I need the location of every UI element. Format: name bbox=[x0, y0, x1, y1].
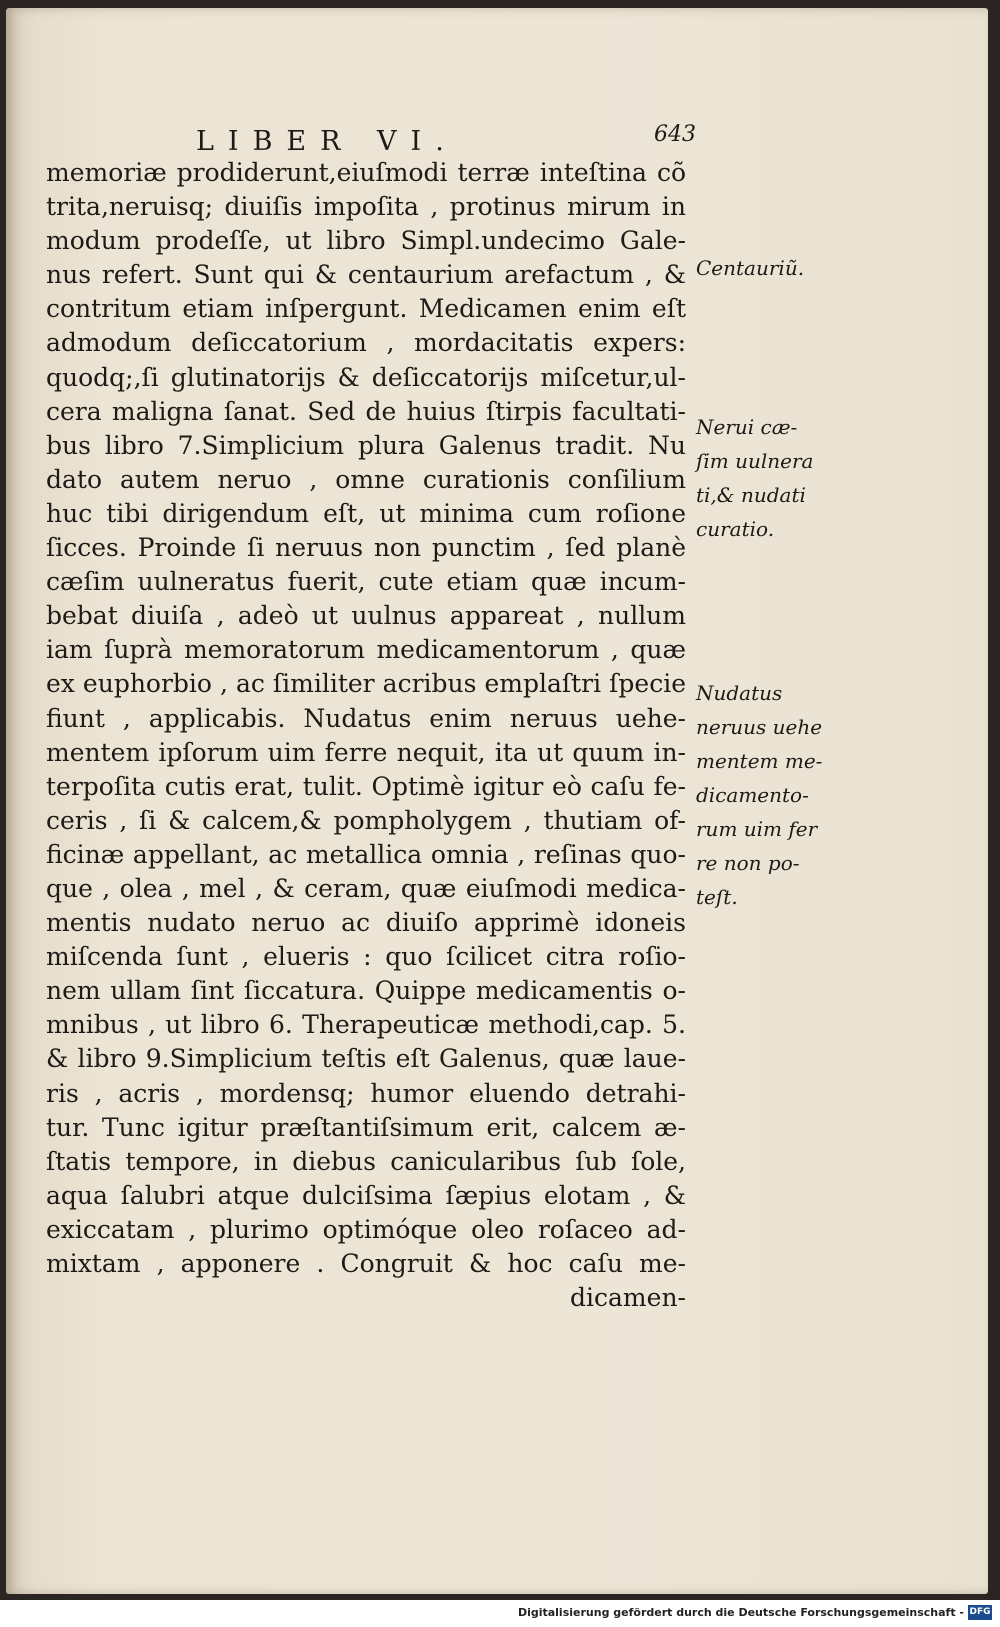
digitization-footer bbox=[0, 1600, 1000, 1627]
text-line: mnibus , ut libro 6. Therapeuticæ methodi,cap. 5. bbox=[46, 1010, 686, 1040]
text-line: ſicces. Proinde ſi neruus non punctim , ſed planè bbox=[46, 533, 686, 563]
margin-note-centaurium bbox=[696, 251, 836, 285]
margin-note-line: ti,& nudati bbox=[696, 483, 806, 507]
text-line: cera maligna ſanat. Sed de huius ſtirpis facultati- bbox=[46, 396, 686, 426]
text-line: dicamen- bbox=[570, 1283, 686, 1313]
margin-note-line: re non po- bbox=[696, 851, 800, 875]
margin-note-line: teſt. bbox=[696, 885, 738, 909]
margin-note-bare-nerve bbox=[696, 676, 836, 914]
running-title: LIBER VI. bbox=[196, 126, 458, 157]
margin-note-line: ſim uulnera bbox=[696, 449, 814, 473]
margin-note-line: mentem me- bbox=[696, 749, 823, 773]
margin-note-line: dicamento- bbox=[696, 783, 809, 807]
text-line: quodq;,ſi glutinatorijs & deſiccatorijs miſcetur,ul- bbox=[46, 362, 686, 392]
text-line: modum prodeſſe, ut libro Simpl.undecimo Gale- bbox=[46, 226, 686, 256]
text-line: miſcenda ſunt , elueris : quo ſcilicet citra roſio- bbox=[46, 942, 686, 972]
margin-note-line: Nerui cæ- bbox=[696, 415, 798, 439]
text-line: que , olea , mel , & ceram, quæ eiuſmodi medica- bbox=[46, 873, 686, 903]
page-header bbox=[196, 122, 696, 157]
text-line: aqua ſalubri atque dulciſsima ſæpius elotam , & bbox=[46, 1180, 686, 1210]
text-line: ex euphorbio , ac ſimiliter acribus emplaſtri ſpecie bbox=[46, 669, 686, 699]
funding-credit: Digitalisierung gefördert durch die Deutsche Forschungsgemeinschaft - bbox=[517, 1606, 964, 1619]
text-line: trita,neruisq; diuiſis impoſita , protinus mirum in bbox=[46, 192, 686, 222]
dfg-logo: DFG bbox=[968, 1605, 992, 1620]
text-line: mentis nudato neruo ac diuiſo apprimè idoneis bbox=[46, 908, 686, 938]
text-line: ceris , ſi & calcem,& pompholygem , thutiam of- bbox=[46, 805, 686, 835]
text-line: bus libro 7.Simplicium plura Galenus tradit. Nu bbox=[46, 430, 686, 460]
text-line: nus refert. Sunt qui & centaurium arefactum , & bbox=[46, 260, 686, 290]
margin-note-line: Nudatus bbox=[696, 681, 783, 705]
text-line: tur. Tunc igitur præſtantiſsimum erit, calcem æ- bbox=[46, 1112, 686, 1142]
main-text-block bbox=[46, 156, 686, 1315]
text-line: terpoſita cutis erat, tulit. Optimè igitur eò caſu fe- bbox=[46, 771, 686, 801]
margin-note-line: neruus uehe bbox=[696, 715, 823, 739]
text-line: ficinæ appellant, ac metallica omnia , reſinas quo- bbox=[46, 839, 686, 869]
text-line: bebat diuiſa , adeò ut uulnus appareat , nullum bbox=[46, 601, 686, 631]
text-line: nem ullam ſint ſiccatura. Quippe medicamentis o- bbox=[46, 976, 686, 1006]
text-line: admodum deſiccatorium , mordacitatis expers: bbox=[46, 328, 686, 358]
page-number: 643 bbox=[654, 122, 696, 147]
text-line: fiunt , applicabis. Nudatus enim neruus uehe- bbox=[46, 703, 686, 733]
text-line: iam ſuprà memoratorum medicamentorum , quæ bbox=[46, 635, 686, 665]
text-line: exiccatam , plurimo optimóque oleo roſaceo ad- bbox=[46, 1214, 686, 1244]
text-line: cæſim uulneratus fuerit, cute etiam quæ incum- bbox=[46, 567, 686, 597]
book-page bbox=[6, 8, 988, 1594]
text-line: mixtam , apponere . Congruit & hoc caſu me- bbox=[46, 1249, 686, 1278]
margin-note-nerve-cut bbox=[696, 410, 836, 546]
text-line: & libro 9.Simplicium teſtis eſt Galenus, quæ laue- bbox=[46, 1044, 686, 1074]
text-line: mentem ipſorum uim ferre nequit, ita ut quum in- bbox=[46, 737, 686, 767]
text-line: ſtatis tempore, in diebus canicularibus ſub ſole, bbox=[46, 1146, 686, 1176]
margin-note-line: rum uim fer bbox=[696, 817, 818, 841]
text-line: dato autem neruo , omne curationis conſilium bbox=[46, 464, 686, 494]
margin-note-line: curatio. bbox=[696, 517, 775, 541]
text-line: huc tibi dirigendum eſt, ut minima cum roſione bbox=[46, 498, 686, 528]
text-line: contritum etiam inſpergunt. Medicamen enim eſt bbox=[46, 294, 686, 324]
margin-note-line: Centauriũ. bbox=[696, 256, 805, 280]
text-line: memoriæ prodiderunt,eiuſmodi terræ inteſtina cõ bbox=[46, 158, 686, 187]
text-line: ris , acris , mordensq; humor eluendo detrahi- bbox=[46, 1078, 686, 1108]
